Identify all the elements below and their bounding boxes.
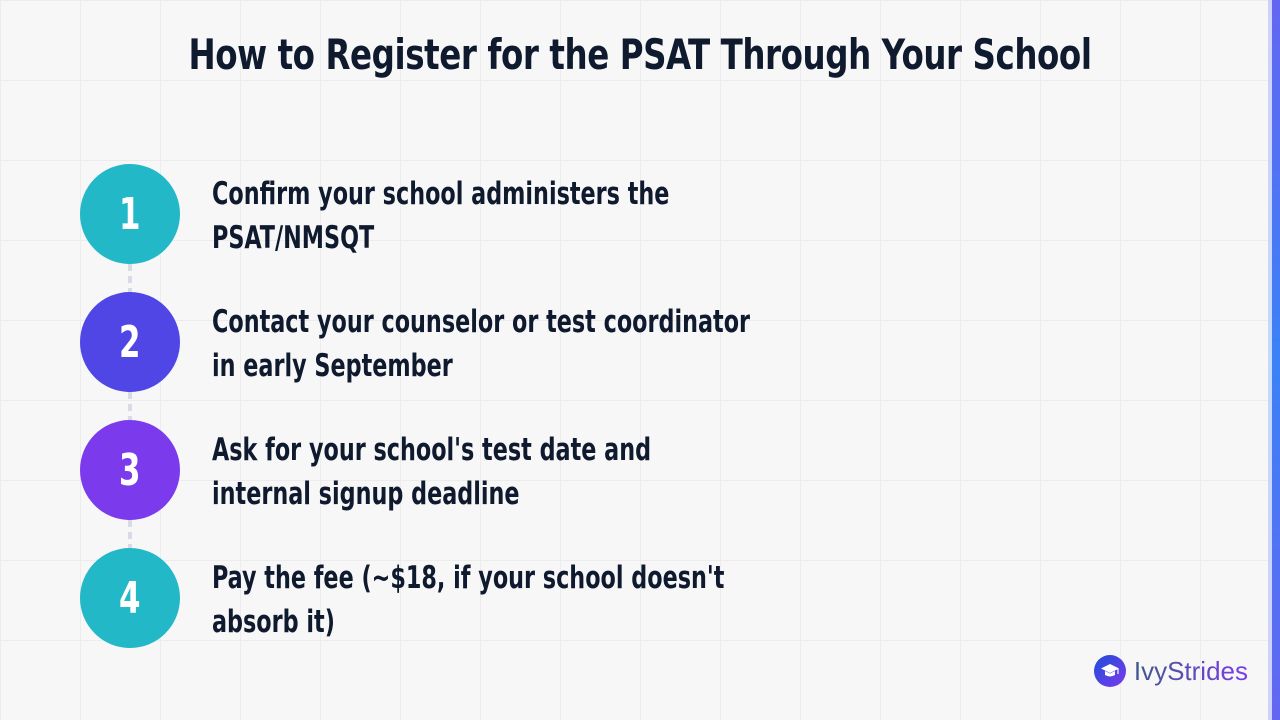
step-text-line: absorb it) bbox=[212, 604, 335, 640]
step-text-line: internal signup deadline bbox=[212, 476, 520, 512]
step-connector bbox=[128, 520, 132, 548]
step-text-line: Ask for your school's test date and bbox=[212, 432, 652, 468]
step-text bbox=[212, 300, 751, 388]
brand-logo bbox=[1094, 654, 1248, 688]
step-number: 4 bbox=[119, 572, 141, 624]
step-text-line: in early September bbox=[212, 348, 453, 384]
step-item bbox=[80, 420, 840, 520]
step-text bbox=[212, 556, 724, 644]
step-item bbox=[80, 548, 840, 648]
step-number-badge bbox=[80, 164, 180, 264]
graduation-cap-icon bbox=[1094, 655, 1126, 687]
step-text-line: Confirm your school administers the bbox=[212, 176, 670, 212]
step-connector bbox=[128, 392, 132, 420]
step-connector bbox=[128, 264, 132, 292]
step-number-badge bbox=[80, 548, 180, 648]
step-item bbox=[80, 292, 840, 392]
step-number: 3 bbox=[119, 444, 141, 496]
step-text bbox=[212, 172, 724, 260]
step-text-line: PSAT/NMSQT bbox=[212, 220, 375, 256]
page-title: How to Register for the PSAT Through Your School bbox=[188, 30, 1092, 79]
brand-name: IvyStrides bbox=[1133, 655, 1248, 686]
step-text-line: Pay the fee (~$18, if your school doesn't bbox=[212, 560, 725, 596]
step-item bbox=[80, 164, 840, 264]
step-number-badge bbox=[80, 420, 180, 520]
step-number: 2 bbox=[119, 316, 141, 368]
step-text bbox=[212, 428, 724, 516]
step-number: 1 bbox=[119, 188, 141, 240]
step-number-badge bbox=[80, 292, 180, 392]
step-text-line: Contact your counselor or test coordinator bbox=[212, 304, 751, 340]
